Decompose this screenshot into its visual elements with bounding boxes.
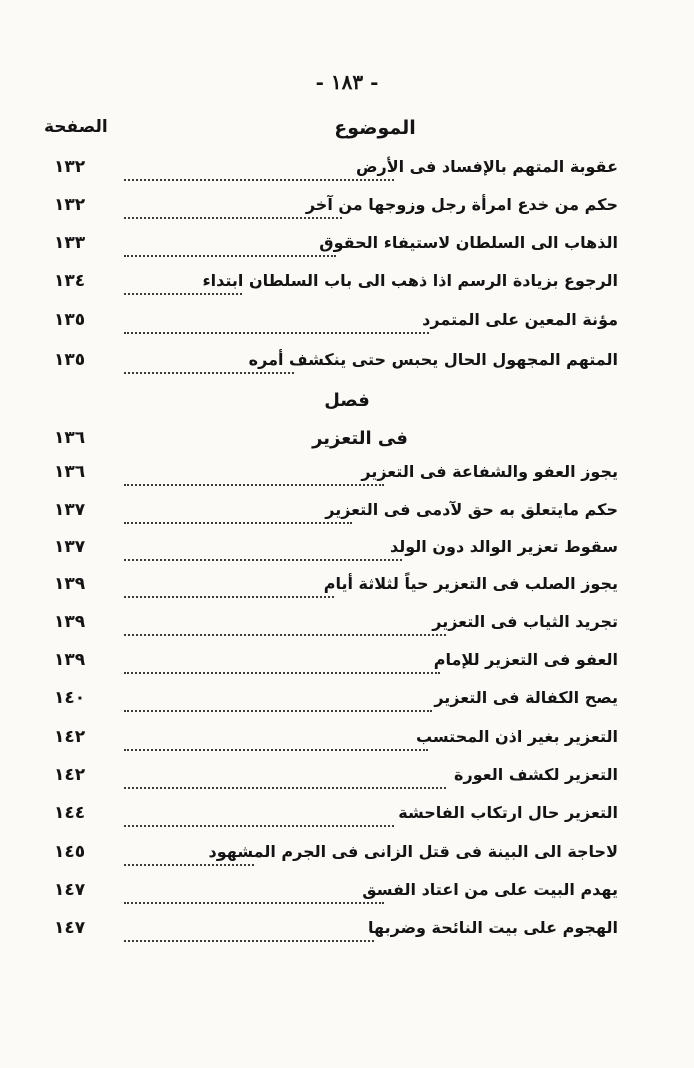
dot-leader	[124, 484, 384, 486]
entry-title: مؤنة المعين على المتمرد	[422, 310, 618, 329]
entry-page: ١٣٩	[54, 612, 86, 632]
entry-title: الذهاب الى السلطان لاستيفاء الحقوق	[319, 233, 618, 252]
entry-page: ١٣٥	[54, 350, 86, 370]
toc-entry	[54, 310, 618, 340]
entry-page: ١٤٢	[54, 727, 86, 747]
entry-page: ١٣٥	[54, 310, 86, 330]
toc-entry	[54, 574, 618, 604]
toc-entry	[54, 688, 618, 718]
dot-leader	[124, 332, 429, 334]
dot-leader	[124, 179, 394, 181]
entry-title: التعزير بغير اذن المحتسب	[415, 727, 618, 746]
toc-entry	[54, 727, 618, 757]
entry-title: حكم من خدع امرأة رجل وزوجها من آخر	[305, 195, 618, 214]
entry-title: يجوز الصلب فى التعزير حياً لثلاثة أيام	[323, 574, 618, 593]
dot-leader	[124, 559, 402, 561]
toc-entry	[54, 350, 618, 380]
dot-leader	[124, 902, 384, 904]
dot-leader	[124, 787, 446, 789]
entry-title: العفو فى التعزير للإمام	[433, 650, 618, 669]
entry-title: سقوط تعزير الوالد دون الولد	[390, 537, 618, 556]
entry-title: يجوز العفو والشفاعة فى التعزير	[361, 462, 618, 481]
entry-page: ١٤٠	[54, 688, 86, 708]
page-number: - ١٨٣ -	[315, 70, 379, 94]
entry-title: المتهم المجهول الحال يحبس حتى ينكشف أمره	[248, 350, 618, 369]
toc-entry	[54, 612, 618, 642]
entry-page: ١٤٧	[54, 918, 86, 938]
toc-entry	[54, 803, 618, 833]
entry-page: ١٤٢	[54, 765, 86, 785]
entry-title: التعزير لكشف العورة	[454, 765, 618, 784]
entry-title: حكم مايتعلق به حق لآدمى فى التعزير	[325, 500, 618, 519]
toc-entry	[54, 880, 618, 910]
dot-leader	[124, 217, 342, 219]
entry-title: تجريد الثياب فى التعزير	[432, 612, 618, 631]
dot-leader	[124, 372, 294, 374]
entry-page: ١٣٩	[54, 574, 86, 594]
entry-page: ١٣٢	[54, 195, 86, 215]
entry-page: ١٣٣	[54, 233, 86, 253]
entry-title: يصح الكفالة فى التعزير	[434, 688, 618, 707]
toc-entry	[54, 765, 618, 795]
entry-page: ١٤٥	[54, 842, 86, 862]
toc-entry	[54, 918, 618, 948]
dot-leader	[124, 255, 336, 257]
entry-page: ١٤٧	[54, 880, 86, 900]
entry-page: ١٤٤	[54, 803, 86, 823]
entry-page: ١٣٢	[54, 157, 86, 177]
dot-leader	[124, 596, 334, 598]
dot-leader	[124, 293, 242, 295]
toc-entry	[54, 500, 618, 530]
toc-entry	[54, 233, 618, 263]
dot-leader	[124, 710, 432, 712]
toc-entry	[54, 195, 618, 225]
toc-entry	[54, 650, 618, 680]
entry-title: التعزير حال ارتكاب الفاحشة	[398, 803, 618, 822]
section-title: فى التعزير	[312, 428, 408, 449]
entry-title: عقوبة المتهم بالإفساد فى الأرض	[355, 157, 618, 176]
toc-entry	[54, 157, 618, 187]
entry-page: ١٣٩	[54, 650, 86, 670]
toc-entry	[54, 537, 618, 567]
entry-title: الرجوع بزيادة الرسم اذا ذهب الى باب السلطان ابتداء	[202, 271, 618, 290]
dot-leader	[124, 864, 254, 866]
dot-leader	[124, 940, 374, 942]
entry-page: ١٣٦	[54, 462, 86, 482]
entry-title: يهدم البيت على من اعتاد الفسق	[362, 880, 618, 899]
toc-entry	[54, 462, 618, 492]
dot-leader	[124, 672, 440, 674]
dot-leader	[124, 634, 446, 636]
entry-title: لاحاجة الى البينة فى قتل الزانى فى الجرم المشهود	[208, 842, 618, 861]
entry-page: ١٣٧	[54, 537, 86, 557]
section-label: فصل	[324, 390, 370, 411]
column-header-page: الصفحة	[44, 117, 108, 137]
dot-leader	[124, 825, 394, 827]
dot-leader	[124, 749, 428, 751]
entry-page: ١٣٤	[54, 271, 86, 291]
toc-entry	[54, 842, 618, 872]
section-page: ١٣٦	[54, 428, 86, 448]
toc-entry	[54, 271, 618, 301]
dot-leader	[124, 522, 352, 524]
column-header-topic: الموضوع	[334, 117, 416, 139]
entry-title: الهجوم على بيت النائحة وضربها	[368, 918, 618, 937]
entry-page: ١٣٧	[54, 500, 86, 520]
